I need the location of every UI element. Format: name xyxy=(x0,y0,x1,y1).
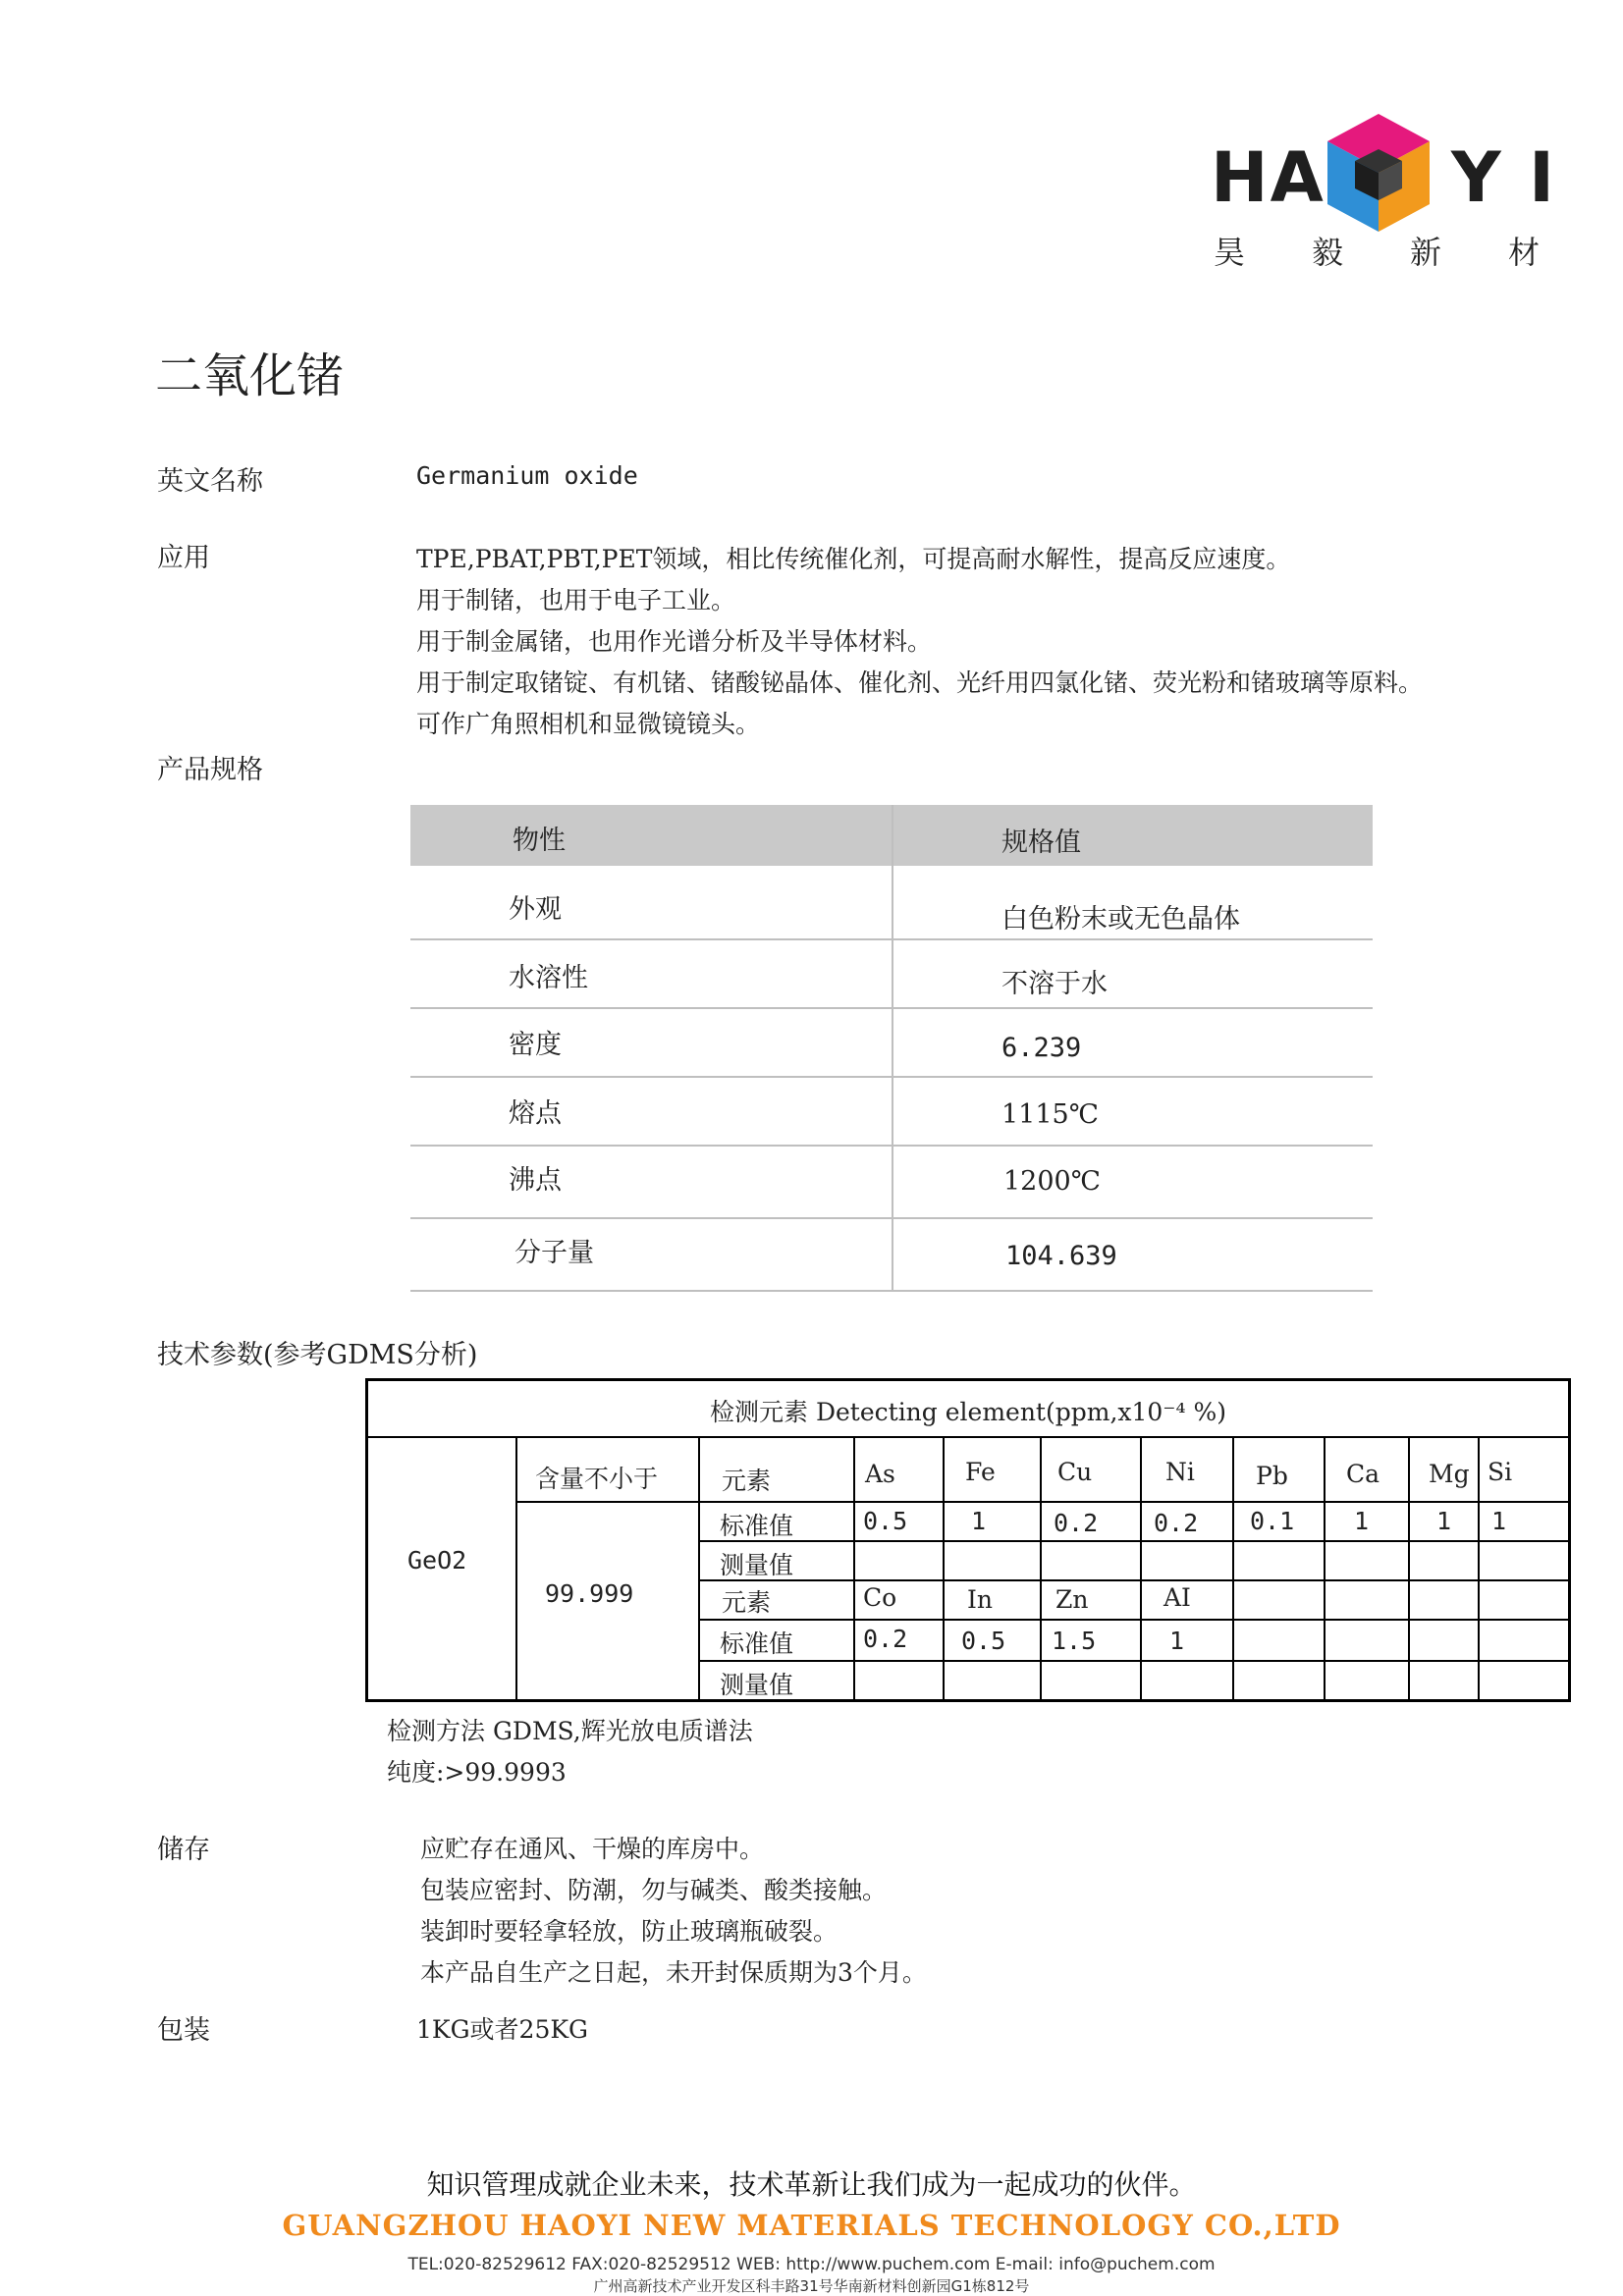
standard-4: 0.2 xyxy=(1154,1509,1199,1537)
standard-5: 0.1 xyxy=(1250,1507,1295,1535)
spec-header-value: 规格值 xyxy=(1001,828,1081,858)
page-title: 二氧化锗 xyxy=(155,348,345,403)
standard-6: 1 xyxy=(1354,1507,1370,1535)
standard-9: 0.2 xyxy=(863,1625,908,1653)
spec-row-3-property: 密度 xyxy=(509,1030,562,1060)
spec-row-3-value: 6.239 xyxy=(1001,1033,1082,1063)
logo-text-ha: HA xyxy=(1211,137,1325,218)
application-label: 应用 xyxy=(157,543,210,573)
standard-2: 1 xyxy=(971,1507,987,1535)
footer-contact: TEL:020-82529612 FAX:020-82529512 WEB: http://www.puchem.com E-mail: info@puchem.com xyxy=(407,2255,1216,2274)
spec-row-4-value: 1115℃ xyxy=(1001,1099,1099,1130)
element-6: Ca xyxy=(1346,1460,1380,1488)
packaging-value: 1KG或者25KG xyxy=(416,2015,589,2044)
logo-cn-3: 新 xyxy=(1410,234,1442,271)
element-5: Pb xyxy=(1256,1462,1288,1490)
tech-table-title: 检测元素 Detecting element(ppm,x10⁻⁴ %) xyxy=(710,1398,1226,1426)
logo-cn-1: 昊 xyxy=(1214,234,1246,271)
storage-line-4: 本产品自生产之日起，未开封保质期为3个月。 xyxy=(420,1958,927,1987)
element-3: Cu xyxy=(1057,1458,1093,1486)
spec-header-property: 物性 xyxy=(513,826,566,856)
standard-7: 1 xyxy=(1436,1507,1452,1535)
tech-table xyxy=(365,1378,1571,1702)
english-name-value: Germanium oxide xyxy=(416,461,638,490)
spec-row-4-property: 熔点 xyxy=(509,1098,562,1129)
standard-12: 1 xyxy=(1169,1627,1185,1655)
element-4: Ni xyxy=(1165,1458,1195,1486)
standard-3: 0.2 xyxy=(1054,1509,1099,1537)
tech-row-label-3: 测量值 xyxy=(720,1551,794,1579)
standard-11: 1.5 xyxy=(1052,1627,1097,1655)
storage-line-2: 包装应密封、防潮，勿与碱类、酸类接触。 xyxy=(420,1876,888,1904)
tech-row-label-1: 元素 xyxy=(722,1467,772,1495)
standard-1: 0.5 xyxy=(863,1507,908,1535)
tech-content-value: 99.999 xyxy=(545,1579,634,1608)
standard-8: 1 xyxy=(1491,1507,1507,1535)
application-line-1: TPE,PBAT,PBT,PET领域，相比传统催化剂，可提高耐水解性，提高反应速度。 xyxy=(416,545,1291,573)
element-10: In xyxy=(967,1585,993,1614)
tech-product: GeO2 xyxy=(407,1546,467,1575)
application-line-3: 用于制金属锗，也用作光谱分析及半导体材料。 xyxy=(416,627,933,656)
element-12: AI xyxy=(1163,1583,1191,1612)
tech-row-label-4: 元素 xyxy=(722,1588,772,1617)
tech-row-label-6: 测量值 xyxy=(720,1671,794,1699)
spec-row-2-value: 不溶于水 xyxy=(1001,969,1108,999)
tech-purity: 纯度:>99.9993 xyxy=(387,1758,567,1787)
spec-row-1-value: 白色粉末或无色晶体 xyxy=(1001,904,1240,934)
packaging-label: 包装 xyxy=(157,2015,210,2046)
spec-row-6-value: 104.639 xyxy=(1005,1241,1117,1271)
spec-row-5-value: 1200℃ xyxy=(1003,1166,1101,1197)
spec-row-1-property: 外观 xyxy=(509,894,562,925)
element-2: Fe xyxy=(965,1458,996,1486)
logo-cube-icon xyxy=(1324,110,1434,236)
element-9: Co xyxy=(863,1583,897,1612)
tech-row-label-5: 标准值 xyxy=(720,1629,794,1658)
logo-text-yi: Y I xyxy=(1451,137,1557,218)
footer-slogan: 知识管理成就企业未来，技术革新让我们成为一起成功的伙伴。 xyxy=(426,2168,1197,2201)
tech-label: 技术参数(参考GDMS分析) xyxy=(157,1340,478,1370)
storage-line-3: 装卸时要轻拿轻放，防止玻璃瓶破裂。 xyxy=(420,1917,839,1946)
footer-company: GUANGZHOU HAOYI NEW MATERIALS TECHNOLOGY CO.,LTD xyxy=(282,2209,1341,2242)
english-name-label: 英文名称 xyxy=(157,466,263,497)
tech-method: 检测方法 GDMS,辉光放电质谱法 xyxy=(387,1717,753,1745)
element-8: Si xyxy=(1488,1458,1513,1486)
storage-label: 储存 xyxy=(157,1835,210,1865)
spec-label: 产品规格 xyxy=(157,755,263,785)
logo-cn-2: 毅 xyxy=(1312,234,1344,271)
spec-row-2-property: 水溶性 xyxy=(509,963,588,993)
element-7: Mg xyxy=(1429,1460,1470,1488)
tech-content-label: 含量不小于 xyxy=(535,1465,659,1493)
application-line-2: 用于制锗，也用于电子工业。 xyxy=(416,586,736,614)
application-line-5: 可作广角照相机和显微镜镜头。 xyxy=(416,710,761,738)
element-11: Zn xyxy=(1055,1585,1089,1614)
logo-cn-4: 材 xyxy=(1508,234,1541,271)
spec-row-6-property: 分子量 xyxy=(514,1238,594,1268)
storage-line-1: 应贮存在通风、干燥的库房中。 xyxy=(420,1835,765,1863)
application-line-4: 用于制定取锗锭、有机锗、锗酸铋晶体、催化剂、光纤用四氯化锗、荧光粉和锗玻璃等原料。 xyxy=(416,668,1424,697)
tech-row-label-2: 标准值 xyxy=(720,1512,794,1540)
element-1: As xyxy=(865,1460,895,1488)
standard-10: 0.5 xyxy=(961,1627,1006,1655)
footer-address: 广州高新技术产业开发区科丰路31号华南新材料创新园G1栋812号 xyxy=(593,2277,1030,2295)
spec-row-5-property: 沸点 xyxy=(509,1165,562,1196)
